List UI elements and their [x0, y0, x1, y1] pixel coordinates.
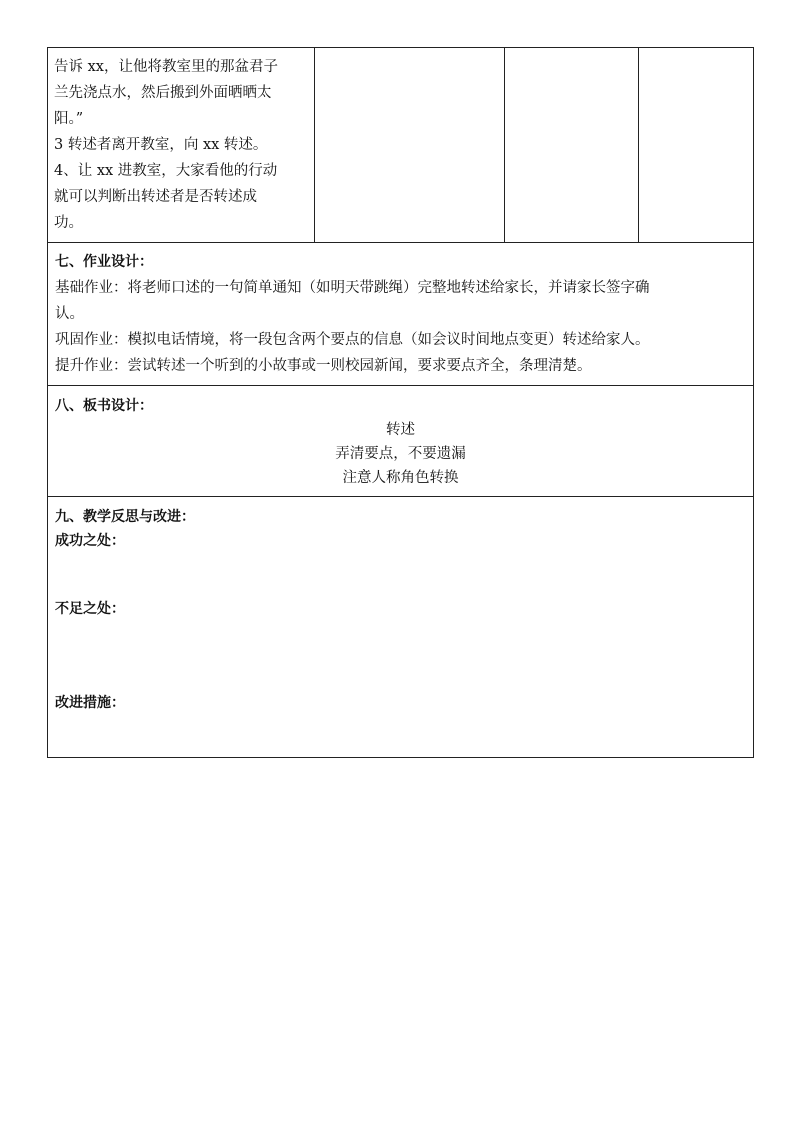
lesson-plan-page	[47, 47, 753, 758]
homework-basic-cont: 认。	[55, 306, 84, 322]
reflection-heading: 九、教学反思与改进：	[55, 509, 195, 525]
activity-line: 3 转述者离开教室，向 xx 转述。	[54, 137, 268, 153]
board-heading: 八、板书设计：	[55, 398, 153, 414]
reflection-success-label: 成功之处：	[55, 533, 125, 549]
empty-cell	[505, 48, 639, 243]
homework-advanced: 提升作业：尝试转述一个听到的小故事或一则校园新闻，要求要点齐全，条理清楚。	[55, 358, 592, 374]
board-line-person: 注意人称角色转换	[342, 470, 459, 486]
activity-line: 阳。”	[54, 111, 84, 127]
activity-line: 功。	[54, 215, 83, 231]
activity-line: 兰先浇点水，然后搬到外面晒晒太	[54, 85, 272, 101]
activity-row	[48, 48, 754, 243]
reflection-row	[48, 497, 754, 758]
board-line-title: 转述	[386, 422, 415, 438]
homework-consolidate: 巩固作业：模拟电话情境，将一段包含两个要点的信息（如会议时间地点变更）转述给家人。	[55, 332, 650, 348]
reflection-improvement-label: 改进措施：	[55, 695, 125, 711]
activity-line: 就可以判断出转述者是否转述成	[54, 189, 257, 205]
activity-line: 告诉 xx，让他将教室里的那盆君子	[54, 59, 278, 75]
reflection-cell	[48, 497, 754, 758]
homework-basic: 基础作业：将老师口述的一句简单通知（如明天带跳绳）完整地转述给家长，并请家长签字确	[55, 280, 650, 296]
reflection-shortcoming-label: 不足之处：	[55, 601, 125, 617]
board-cell	[48, 386, 754, 497]
homework-heading: 七、作业设计：	[55, 254, 153, 270]
homework-cell	[48, 243, 754, 386]
activity-steps-cell	[48, 48, 315, 243]
homework-row	[48, 243, 754, 386]
empty-cell	[315, 48, 505, 243]
activity-line: 4、让 xx 进教室，大家看他的行动	[54, 163, 278, 179]
board-line-points: 弄清要点，不要遗漏	[335, 446, 466, 462]
lesson-table	[47, 47, 754, 758]
board-row	[48, 386, 754, 497]
empty-cell	[639, 48, 754, 243]
